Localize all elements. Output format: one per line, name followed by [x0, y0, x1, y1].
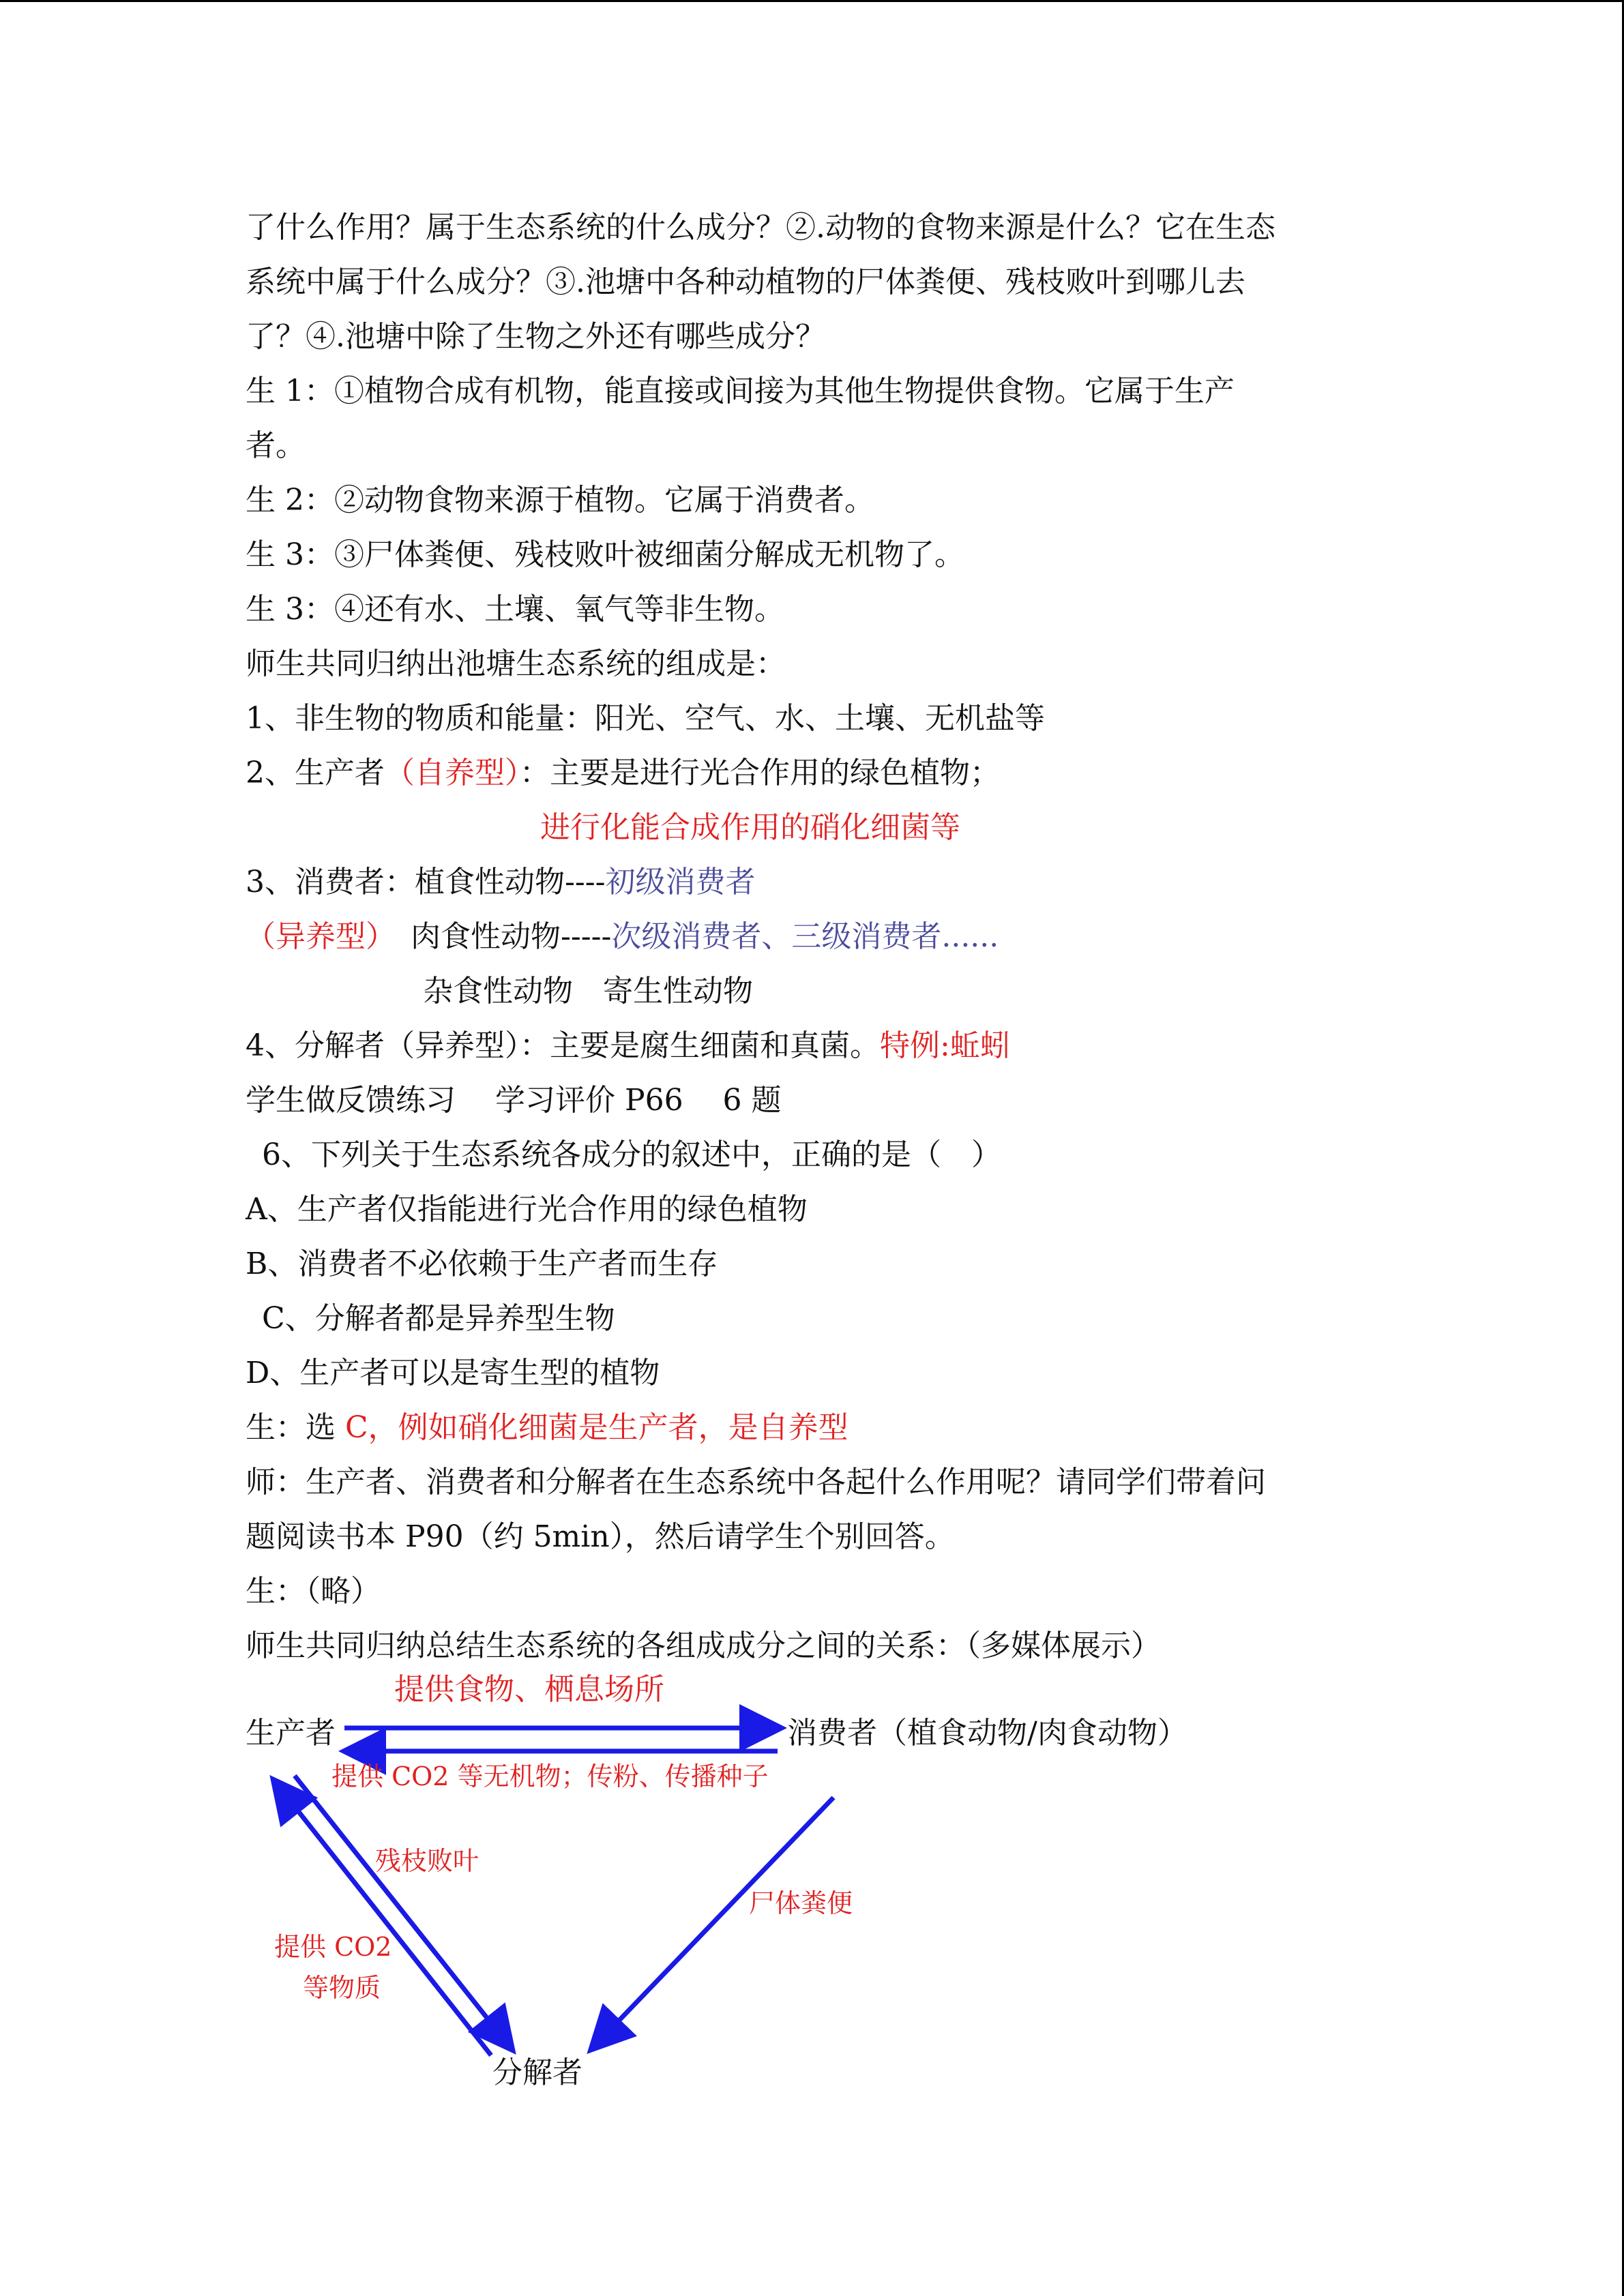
paragraph-line: 者。 [246, 428, 306, 463]
paragraph-line: 师：生产者、消费者和分解者在生态系统中各起什么作用呢？请同学们带着问 [246, 1465, 1266, 1500]
line-text: 4、分解者（异养型）：主要是腐生细菌和真菌。 [246, 1028, 880, 1063]
label-co2-1: 提供 CO2 [274, 1932, 392, 1962]
line-text: 3、消费者：植食性动物---- [246, 865, 606, 899]
label-food-habitat: 提供食物、栖息场所 [394, 1672, 664, 1707]
option-c: C、分解者都是异养型生物 [262, 1301, 615, 1336]
option-a: A、生产者仅指能进行光合作用的绿色植物 [246, 1192, 808, 1227]
paragraph-line: 1、非生物的物质和能量：阳光、空气、水、土壤、无机盐等 [246, 701, 1045, 736]
paragraph-line: 生：（略） [246, 1574, 381, 1609]
line-text: ：主要是进行光合作用的绿色植物； [520, 756, 1000, 790]
secondary-consumer-label: 次级消费者、三级消费者...... [611, 919, 999, 954]
paragraph-line: 系统中属于什么成分？③.池塘中各种动植物的尸体粪便、残枝败叶到哪儿去 [246, 265, 1245, 299]
autotroph-label: （自养型） [385, 756, 520, 790]
heterotroph-label: （异养型） [246, 919, 396, 954]
line-text: 肉食性动物----- [411, 919, 612, 954]
option-b: B、消费者不必依赖于生产者而生存 [246, 1247, 718, 1281]
paragraph-line: 师生共同归纳出池塘生态系统的组成是： [246, 646, 786, 681]
label-co2-pollination: 提供 CO2 等无机物；传粉、传播种子 [331, 1761, 769, 1791]
paragraph-line: 师生共同归纳总结生态系统的各组成成分之间的关系：（多媒体展示） [246, 1628, 1161, 1663]
label-carcass: 尸体粪便 [749, 1888, 853, 1918]
chemosynthesis-line: 进行化能合成作用的硝化细菌等 [540, 810, 960, 845]
arrow-producer-to-decomposer [295, 1776, 510, 2047]
paragraph-line: 生 3：④还有水、土壤、氧气等非生物。 [246, 592, 784, 627]
arrow-decomposer-to-producer [276, 1783, 491, 2055]
producer-node: 生产者 [246, 1716, 336, 1750]
paragraph-line: 了什么作用？属于生态系统的什么成分？②.动物的食物来源是什么？它在生态 [246, 210, 1275, 245]
question-line: 6、下列关于生态系统各成分的叙述中，正确的是（ ） [262, 1137, 1001, 1172]
arrow-consumer-to-decomposer [593, 1798, 833, 2047]
line-text: 2、生产者 [246, 756, 385, 790]
paragraph-line: 题阅读书本 P90（约 5min），然后请学生个别回答。 [246, 1519, 955, 1554]
label-litter: 残枝败叶 [375, 1846, 479, 1876]
paragraph-line: 生 3：③尸体粪便、残枝败叶被细菌分解成无机物了。 [246, 537, 964, 572]
paragraph-line: 生 2：②动物食物来源于植物。它属于消费者。 [246, 483, 874, 518]
paragraph-line: 学生做反馈练习 学习评价 P66 6 题 [246, 1083, 782, 1118]
primary-consumer-label: 初级消费者 [605, 865, 756, 899]
line-text: 生：选 [246, 1410, 345, 1445]
paragraph-line: 杂食性动物 寄生性动物 [423, 974, 753, 1009]
option-d: D、生产者可以是寄生型的植物 [246, 1356, 660, 1390]
answer-text: C，例如硝化细菌是生产者，是自养型 [345, 1410, 848, 1445]
consumer-node: 消费者（植食动物/肉食动物） [787, 1716, 1187, 1750]
decomposer-node: 分解者 [492, 2055, 582, 2090]
paragraph-line: 了？④.池塘中除了生物之外还有哪些成分？ [246, 319, 825, 354]
special-case-label: 特例:蚯蚓 [880, 1028, 1010, 1063]
paragraph-line: 生 1：①植物合成有机物，能直接或间接为其他生物提供食物。它属于生产 [246, 374, 1235, 408]
label-co2-2: 等物质 [303, 1973, 381, 2003]
